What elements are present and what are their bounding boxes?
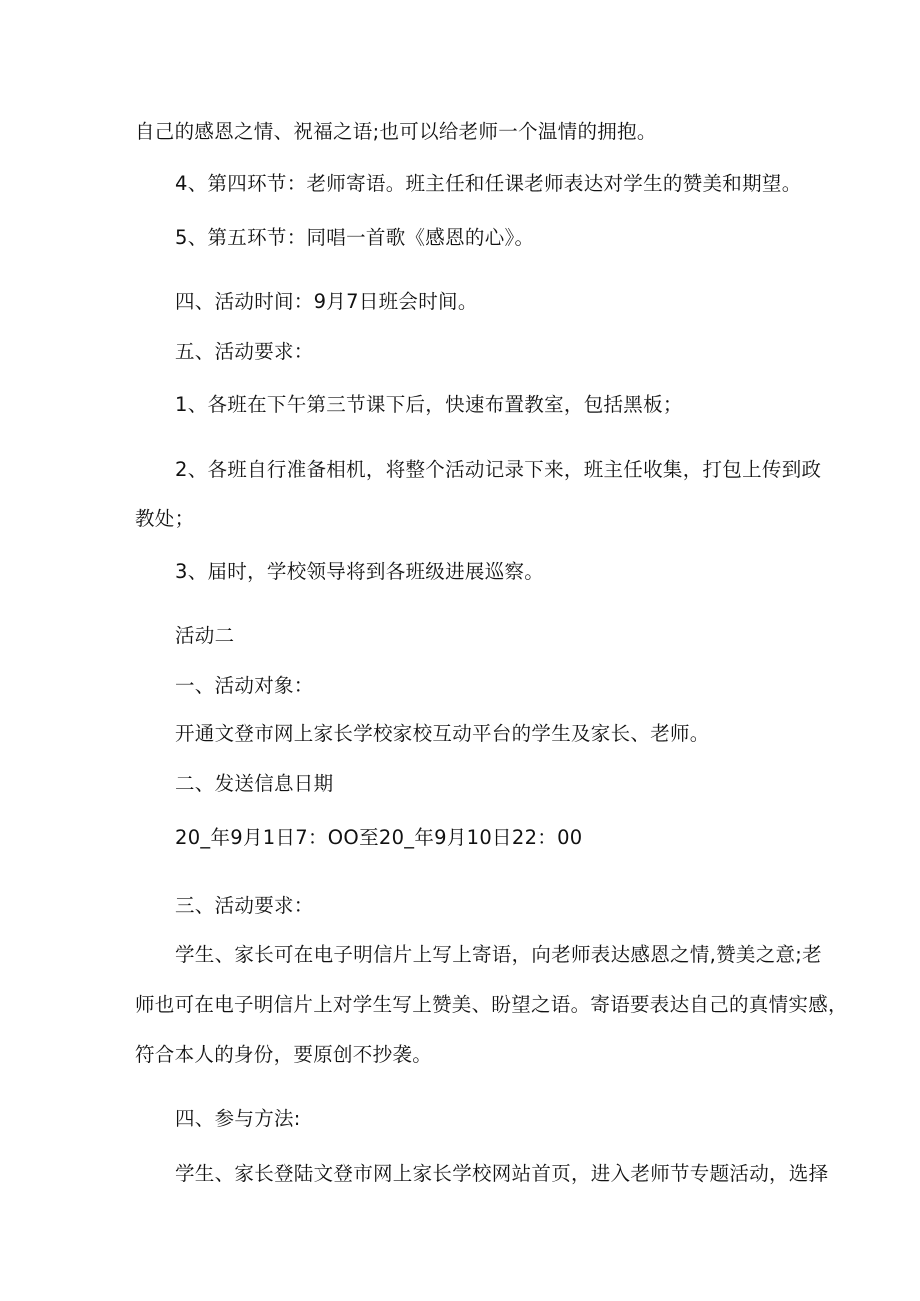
paragraph-line: 学生、家长可在电子明信片上写上寄语，向老师表达感恩之情,赞美之意;老: [175, 943, 822, 966]
paragraph-line: 开通文登市网上家长学校家校互动平台的学生及家长、老师。: [175, 722, 710, 745]
paragraph-line: 教处；: [135, 507, 195, 530]
section-heading: 四、活动时间：9月7日班会时间。: [175, 290, 478, 313]
section-title: 活动二: [175, 624, 235, 647]
section-heading: 一、活动对象：: [175, 674, 314, 697]
paragraph-line: 5、第五环节：同唱一首歌《感恩的心》。: [175, 226, 535, 249]
section-heading: 四、参与方法:: [175, 1107, 301, 1130]
section-heading: 二、发送信息日期: [175, 772, 334, 795]
paragraph-line: 3、届时，学校领导将到各班级进展巡察。: [175, 560, 545, 583]
paragraph-line: 4、第四环节：老师寄语。班主任和任课老师表达对学生的赞美和期望。: [175, 172, 802, 195]
paragraph-line: 学生、家长登陆文登市网上家长学校网站首页，进入老师节专题活动，选择: [175, 1162, 829, 1185]
paragraph-line: 2、各班自行准备相机，将整个活动记录下来，班主任收集，打包上传到政: [175, 458, 822, 481]
section-heading: 三、活动要求：: [175, 894, 314, 917]
paragraph-line: 符合本人的身份，要原创不抄袭。: [135, 1043, 433, 1066]
section-heading: 五、活动要求：: [175, 340, 314, 363]
date-range: 20_年9月1日7：OO至20_年9月10日22：00: [175, 826, 583, 849]
paragraph-line: 自己的感恩之情、祝福之语;也可以给老师一个温情的拥抱。: [135, 120, 657, 143]
paragraph-line: 师也可在电子明信片上对学生写上赞美、盼望之语。寄语要表达自己的真情实感，: [135, 993, 848, 1016]
paragraph-line: 1、各班在下午第三节课下后，快速布置教室，包括黑板；: [175, 393, 683, 416]
